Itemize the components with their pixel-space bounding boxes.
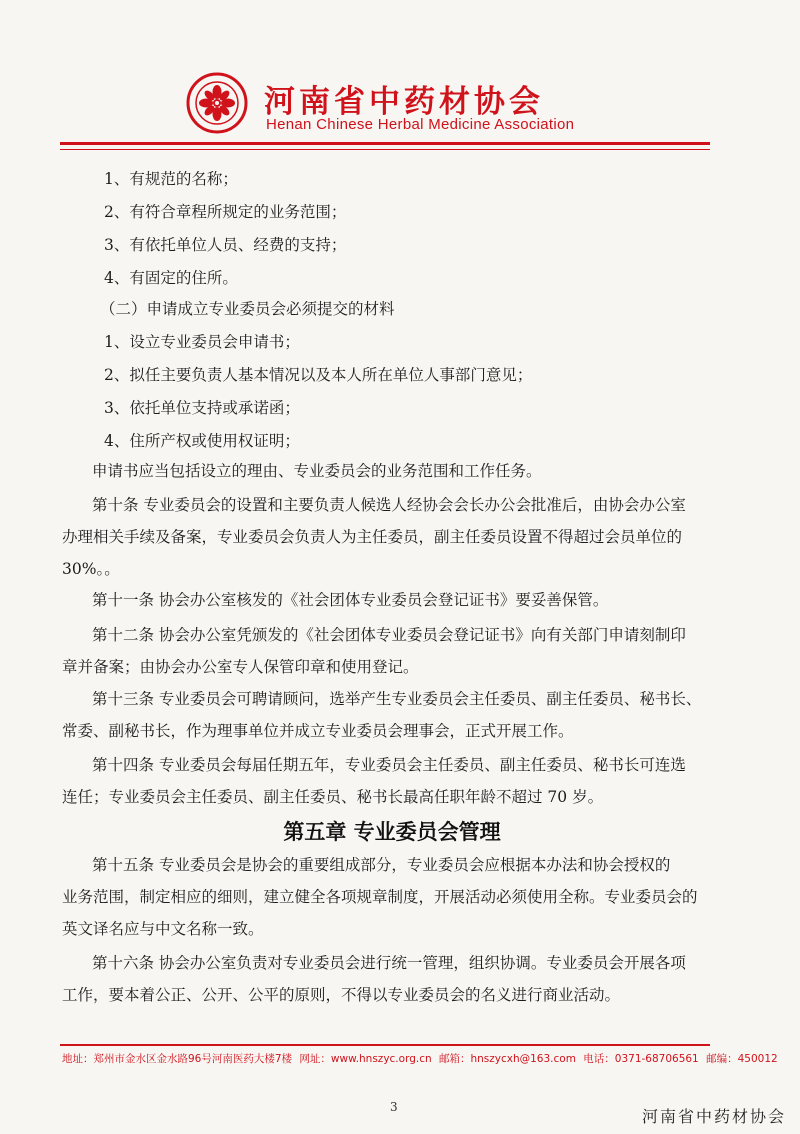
article-line: 工作，要本着公正、公开、公平的原则，不得以专业委员会的名义进行商业活动。 (62, 986, 621, 1004)
article-line: 办理相关手续及备案，专业委员会负责人为主任委员，副主任委员设置不得超过会员单位的 (62, 528, 683, 546)
association-seal-icon (186, 72, 248, 134)
page-number: 3 (390, 1100, 398, 1114)
header-divider (60, 142, 710, 145)
body-line: 3、有依托单位人员、经费的支持； (104, 236, 347, 254)
body-line: 2、拟任主要负责人基本情况以及本人所在单位人事部门意见； (104, 366, 533, 384)
article-line: 第十一条 协会办公室核发的《社会团体专业委员会登记证书》要妥善保管。 (92, 591, 609, 609)
body-line: 4、住所产权或使用权证明； (104, 432, 300, 450)
article-line: 连任；专业委员会主任委员、副主任委员、秘书长最高任职年龄不超过 70 岁。 (62, 788, 604, 806)
article-line: 30%。。 (62, 560, 120, 578)
header-divider-thin (60, 149, 710, 150)
article-line: 章并备案；由协会办公室专人保管印章和使用登记。 (62, 658, 419, 676)
body-line: 4、有固定的住所。 (104, 269, 238, 287)
chapter-title: 第五章 专业委员会管理 (283, 819, 501, 844)
body-line: 3、依托单位支持或承诺函； (104, 399, 300, 417)
article-line: 第十五条 专业委员会是协会的重要组成部分，专业委员会应根据本办法和协会授权的 (92, 856, 671, 874)
footer-phone: 电话：0371-68706561 (583, 1053, 699, 1065)
footer-address: 地址：郑州市金水区金水路96号河南医药大楼7楼 (62, 1053, 293, 1065)
footer-email: 邮箱：hnszycxh@163.com (438, 1053, 576, 1065)
article-line: 常委、副秘书长，作为理事单位并成立专业委员会理事会，正式开展工作。 (62, 722, 574, 740)
article-line: 第十条 专业委员会的设置和主要负责人候选人经协会会长办公会批准后，由协会办公室 (92, 496, 686, 514)
footer-website: 网址：www.hnszyc.org.cn (299, 1053, 432, 1065)
body-line: 1、设立专业委员会申请书； (104, 333, 300, 351)
article-line: 英文译名应与中文名称一致。 (62, 920, 264, 938)
article-line: 第十三条 专业委员会可聘请顾问，选举产生专业委员会主任委员、副主任委员、秘书长、 (92, 690, 702, 708)
body-line: 申请书应当包括设立的理由、专业委员会的业务范围和工作任务。 (92, 462, 542, 480)
org-name-en: Henan Chinese Herbal Medicine Association (266, 116, 575, 133)
body-line: 1、有规范的名称； (104, 170, 238, 188)
org-name-cn: 河南省中药材协会 (264, 84, 544, 120)
article-line: 第十二条 协会办公室凭颁发的《社会团体专业委员会登记证书》向有关部门申请刻制印 (92, 626, 686, 644)
body-line: 2、有符合章程所规定的业务范围； (104, 203, 347, 221)
footer-divider (60, 1044, 710, 1046)
section-heading: （二）申请成立专业委员会必须提交的材料 (100, 300, 395, 318)
article-line: 第十四条 专业委员会每届任期五年，专业委员会主任委员、副主任委员、秘书长可连选 (92, 756, 686, 774)
article-line: 业务范围，制定相应的细则，建立健全各项规章制度，开展活动必须使用全称。专业委员会的 (62, 888, 698, 906)
footer-postcode: 邮编：450012 (706, 1053, 778, 1065)
letterhead (186, 70, 606, 136)
article-line: 第十六条 协会办公室负责对专业委员会进行统一管理，组织协调。专业委员会开展各项 (92, 954, 686, 972)
footer-contact (62, 1051, 782, 1066)
watermark-text: 河南省中药材协会 (641, 1107, 786, 1126)
